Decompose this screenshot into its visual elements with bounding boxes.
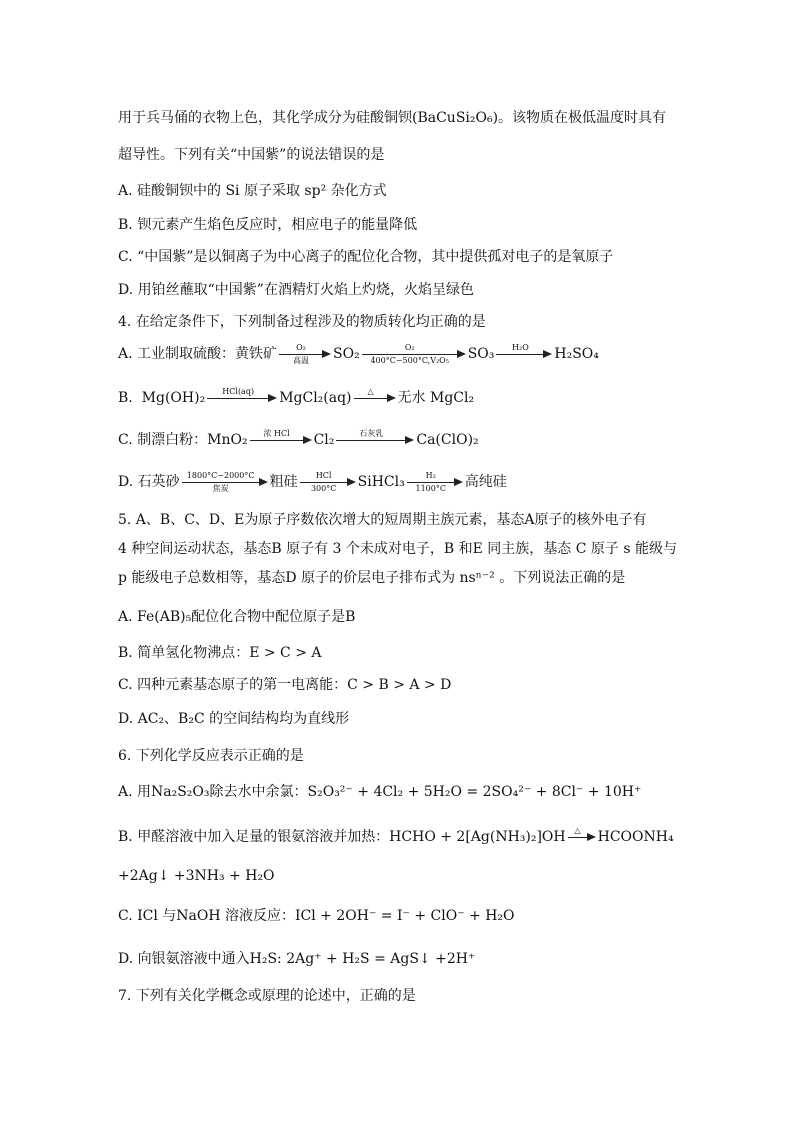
q4-c-label: C. 制漂白粉：MnO₂ xyxy=(118,432,248,448)
q3-option-d: D. 用铂丝蘸取“中国紫”在酒精灯火焰上灼烧，火焰呈绿色 xyxy=(118,282,474,298)
q4-d-arrow-1-top: 1800°C−2000°C xyxy=(186,471,255,480)
q4-d-product-2: SiHCl₃ xyxy=(357,474,405,490)
q4-a-product-2: SO₃ xyxy=(467,346,495,362)
q3-option-a: A. 硅酸铜钡中的 Si 原子采取 sp² 杂化方式 xyxy=(118,183,387,199)
q4-d-product-3: 高纯硅 xyxy=(464,474,507,490)
q5-option-c: C. 四种元素基态原子的第一电离能：C > B > A > D xyxy=(118,677,452,693)
q4-d-arrow-1 xyxy=(182,471,268,493)
q4-d-arrow-3-top: H₂ xyxy=(425,471,436,480)
q4-c-arrow-2-top: 石灰乳 xyxy=(359,429,384,438)
q5-option-d: D. AC₂、B₂C 的空间结构均为直线形 xyxy=(118,711,350,727)
q6-option-b-line-2: +2Ag↓ +3NH₃ + H₂O xyxy=(118,868,275,884)
q4-d-arrow-2-bottom: 300°C xyxy=(310,484,337,493)
q4-d-arrow-3 xyxy=(407,471,463,493)
q4-a-product-3: H₂SO₄ xyxy=(554,346,599,362)
q6-b-arrow-top: △ xyxy=(574,826,581,835)
q6-b-lhs: B. 甲醛溶液中加入足量的银氨溶液并加热：HCHO + 2[Ag(NH₃)₂]OH xyxy=(118,829,566,845)
q4-b-label: B. xyxy=(118,390,133,406)
q4-b-reactant: Mg(OH)₂ xyxy=(141,390,206,406)
q4-a-arrow-2-bottom: 400°C−500°C,V₂O₅ xyxy=(370,356,449,365)
q4-b-arrow-2-top: △ xyxy=(367,387,374,396)
q5-stem-line-1: 5. A、B、C、D、E为原子序数依次增大的短周期主族元素，基态A原子的核外电子有 xyxy=(118,512,647,528)
q4-c-arrow-1-top: 浓 HCl xyxy=(263,429,290,438)
q4-b-arrow-1-top: HCl(aq) xyxy=(222,387,255,396)
q4-c-product-2: Ca(ClO)₂ xyxy=(416,432,479,448)
q4-b-arrow-2 xyxy=(354,387,396,409)
q4-c-arrow-2 xyxy=(336,429,414,451)
q4-d-arrow-1-bottom: 焦炭 xyxy=(212,484,229,493)
q6-b-arrow xyxy=(568,826,596,848)
q4-d-label: D. 石英砂 xyxy=(118,474,180,490)
q3-option-b: B. 钡元素产生焰色反应时，相应电子的能量降低 xyxy=(118,217,418,233)
q4-d-arrow-2 xyxy=(300,471,356,493)
q4-option-c xyxy=(118,429,479,451)
q6-option-c: C. ICl 与NaOH 溶液反应：ICl + 2OH⁻ = I⁻ + ClO⁻ + H₂O xyxy=(118,908,515,924)
q6-option-b-line-1 xyxy=(118,826,674,848)
q4-a-label: A. 工业制取硫酸：黄铁矿 xyxy=(118,346,278,362)
q7-stem: 7. 下列有关化学概念或原理的论述中，正确的是 xyxy=(118,988,416,1004)
intro-line-1: 用于兵马俑的衣物上色，其化学成分为硅酸铜钡(BaCuSi₂O₆)。该物质在极低温度时具有 xyxy=(118,110,667,126)
q5-stem-line-3: p 能级电子总数相等，基态D 原子的价层电子排布式为 nsⁿ⁻² 。下列说法正确的是 xyxy=(118,570,626,586)
q4-d-product-1: 粗硅 xyxy=(269,474,298,490)
q5-option-a: A. Fe(AB)₅配位化合物中配位原子是B xyxy=(118,609,356,625)
q6-stem: 6. 下列化学反应表示正确的是 xyxy=(118,748,304,764)
q4-option-d xyxy=(118,471,507,493)
q4-d-arrow-2-top: HCl xyxy=(315,471,332,480)
q3-option-c: C. “中国紫”是以铜离子为中心离子的配位化合物，其中提供孤对电子的是氧原子 xyxy=(118,249,614,265)
q4-a-arrow-2-top: O₂ xyxy=(404,343,415,352)
q6-option-d: D. 向银氨溶液中通入H₂S: 2Ag⁺ + H₂S = AgS↓ +2H⁺ xyxy=(118,951,476,967)
q4-a-arrow-2 xyxy=(362,343,466,365)
q5-option-b: B. 简单氢化物沸点：E > C > A xyxy=(118,645,322,661)
q4-b-arrow-1 xyxy=(207,387,277,409)
q4-c-product-1: Cl₂ xyxy=(313,432,335,448)
q4-a-product-1: SO₂ xyxy=(333,346,360,362)
intro-line-2: 超导性。下列有关“中国紫”的说法错误的是 xyxy=(118,147,385,163)
q4-option-a xyxy=(118,343,599,365)
q4-a-arrow-1-top: O₂ xyxy=(296,343,306,352)
q4-stem: 4. 在给定条件下，下列制备过程涉及的物质转化均正确的是 xyxy=(118,314,486,330)
q4-a-arrow-3 xyxy=(496,343,552,365)
q4-b-product-2: 无水 MgCl₂ xyxy=(397,390,475,406)
q4-c-arrow-1 xyxy=(250,429,312,451)
q4-a-arrow-1 xyxy=(279,343,331,365)
q6-option-a: A. 用Na₂S₂O₃除去水中余氯：S₂O₃²⁻ + 4Cl₂ + 5H₂O = 2SO₄²⁻ + 8Cl⁻ + 10H⁺ xyxy=(118,784,642,800)
q4-option-b xyxy=(118,387,474,409)
q4-b-product-1: MgCl₂(aq) xyxy=(279,390,352,406)
q4-a-arrow-3-top: H₂O xyxy=(512,343,529,352)
q6-b-rhs: HCOONH₄ xyxy=(597,829,674,845)
q4-d-arrow-3-bottom: 1100°C xyxy=(415,484,446,493)
q5-stem-line-2: 4 种空间运动状态，基态B 原子有 3 个未成对电子，B 和E 同主族，基态 C 原子 s 能级与 xyxy=(118,541,678,557)
q4-a-arrow-1-bottom: 高温 xyxy=(293,356,310,365)
